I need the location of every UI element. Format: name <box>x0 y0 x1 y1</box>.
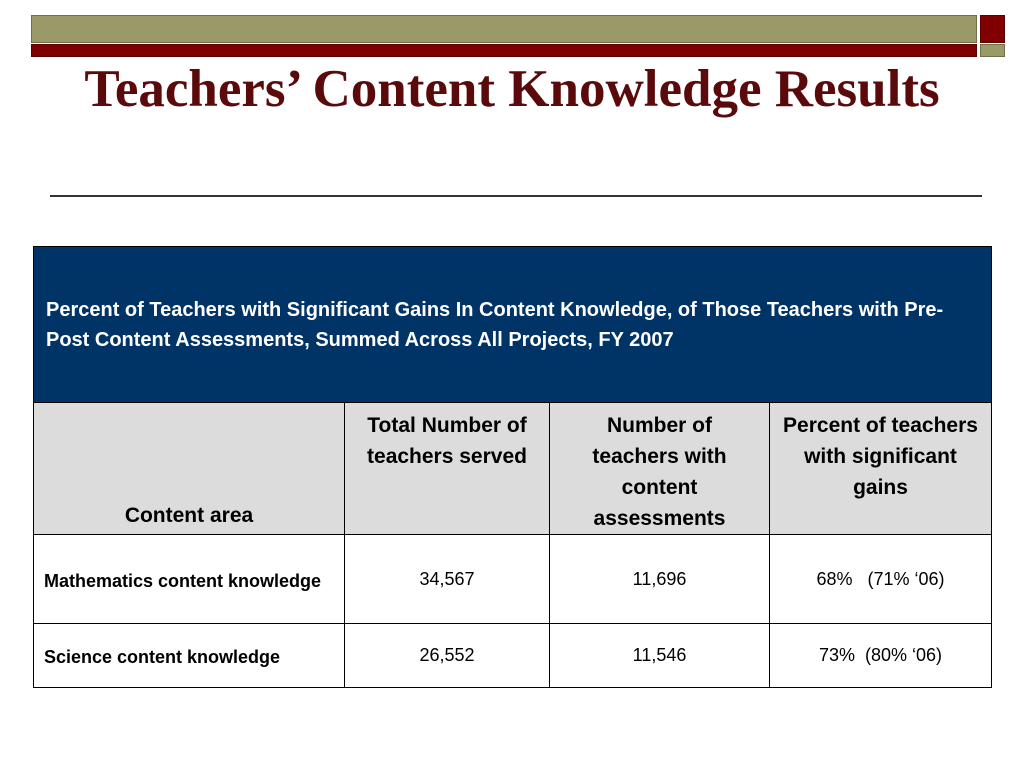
cell-teachers-assessed: 11,546 <box>550 624 770 688</box>
header-total-teachers: Total Number of teachers served <box>345 403 550 535</box>
cell-total-teachers: 34,567 <box>345 535 550 624</box>
header-teachers-assessed: Number of teachers with content assessments <box>550 403 770 535</box>
row-label: Science content knowledge <box>34 624 345 688</box>
cell-total-teachers: 26,552 <box>345 624 550 688</box>
results-table <box>33 246 992 688</box>
header-percent-gains: Percent of teachers with significant gains <box>770 403 992 535</box>
decorative-olive-bar <box>31 15 977 43</box>
row-label: Mathematics content knowledge <box>34 535 345 624</box>
cell-percent-gains: 73% (80% ‘06) <box>770 624 992 688</box>
decorative-maroon-square <box>980 15 1005 43</box>
header-content-area: Content area <box>34 403 345 535</box>
title-divider <box>50 195 982 197</box>
table-row <box>34 624 992 688</box>
cell-teachers-assessed: 11,696 <box>550 535 770 624</box>
cell-percent-gains: 68% (71% ‘06) <box>770 535 992 624</box>
table-row <box>34 535 992 624</box>
table-caption: Percent of Teachers with Significant Gains In Content Knowledge, of Those Teachers with Pre-Post Content Assessments, Summed Across All Projects, FY 2007 <box>34 247 992 403</box>
slide-title: Teachers’ Content Knowledge Results <box>84 60 940 118</box>
